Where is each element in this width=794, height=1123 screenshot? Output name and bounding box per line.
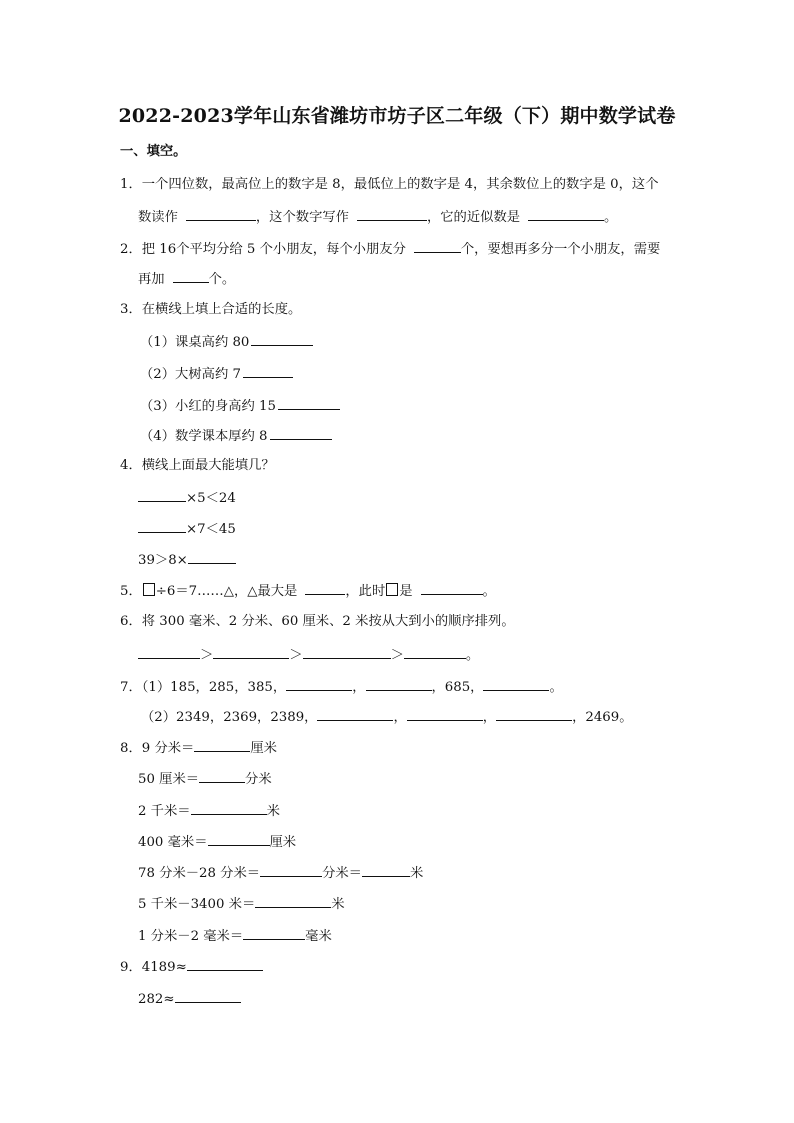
q4-row3-text: 39＞8×: [138, 553, 188, 568]
q3-item3-text: （3）小红的身高约 15: [140, 399, 276, 414]
q2-line1: [120, 238, 660, 260]
q8-row5-text: 78 分米－28 分米＝: [138, 866, 261, 881]
answer-blank[interactable]: [187, 956, 263, 971]
q8-row7-text: 1 分米－2 毫米＝: [138, 929, 244, 944]
q8-row7: [138, 925, 332, 947]
q1-line2: [138, 206, 617, 228]
greater-than-sign: ＞: [289, 648, 303, 663]
answer-blank[interactable]: [404, 644, 466, 659]
answer-blank[interactable]: [303, 644, 391, 659]
q5-text-d: 。: [482, 584, 496, 599]
q2-text-d: 个。: [208, 272, 236, 287]
q6-end-mark: 。: [465, 648, 480, 663]
q6-answer-row: [138, 644, 479, 666]
q5-text-c: 是: [399, 584, 413, 599]
q3-item2-text: （2）大树高约 7: [140, 367, 241, 382]
q8-row6-unit: 米: [331, 897, 345, 912]
q1-text-a: 数读作: [138, 210, 178, 225]
q7-part1-text-b: 685，: [444, 680, 484, 695]
greater-than-sign: ＞: [390, 648, 404, 663]
answer-blank[interactable]: [421, 580, 483, 595]
q7-part2-text: （2）2349，2369，2389，: [141, 710, 318, 725]
q4-row1-text: ×5＜24: [186, 491, 236, 506]
answer-blank[interactable]: [199, 768, 245, 783]
q8-row4-unit: 厘米: [269, 835, 297, 850]
answer-blank[interactable]: [173, 268, 209, 283]
answer-blank[interactable]: [188, 549, 236, 564]
q8-row3-text: 2 千米＝: [138, 804, 191, 819]
q5-number: 5．: [120, 584, 142, 599]
q3-item3: [140, 395, 340, 417]
q7-part1: [120, 676, 563, 698]
q3-item2: [140, 363, 293, 385]
q4-row3: [138, 549, 236, 571]
answer-blank[interactable]: [208, 831, 270, 846]
answer-blank[interactable]: [357, 206, 427, 221]
q1-line1: 1．一个四位数，最高位上的数字是 8，最低位上的数字是 4，其余数位上的数字是 0，这个: [120, 177, 659, 192]
q6-stem: 6．将 300 毫米、2 分米、60 厘米、2 米按从大到小的顺序排列。: [120, 614, 515, 629]
q1-text-d: 。: [604, 210, 618, 225]
q8-row5: [138, 862, 423, 884]
answer-blank[interactable]: [194, 737, 250, 752]
answer-blank[interactable]: [270, 425, 332, 440]
answer-blank[interactable]: [317, 706, 393, 721]
q4-row1: [138, 487, 236, 509]
q4-row2: [138, 518, 236, 540]
answer-blank[interactable]: [213, 644, 289, 659]
answer-blank[interactable]: [191, 800, 267, 815]
answer-blank[interactable]: [407, 706, 483, 721]
q7-part2: [141, 706, 633, 728]
q4-stem: 4．横线上面最大能填几？: [120, 458, 275, 473]
answer-blank[interactable]: [138, 487, 186, 502]
answer-blank[interactable]: [186, 206, 256, 221]
q8-row5-mid: 分米＝: [322, 866, 362, 881]
q2-line2: [138, 268, 235, 290]
q9-row1: [120, 956, 263, 978]
q8-row4: [138, 831, 296, 853]
answer-blank[interactable]: [251, 331, 313, 346]
q5-text-a: ÷6＝7……△，△最大是: [155, 584, 298, 599]
comma: ，: [352, 680, 366, 695]
q8-row3: [138, 800, 280, 822]
q3-item4-text: （4）数学课本厚约 8: [140, 429, 268, 444]
answer-blank[interactable]: [286, 676, 352, 691]
q8-row1-text: 8．9 分米＝: [120, 741, 195, 756]
q8-row1: [120, 737, 277, 759]
square-box-icon: [386, 583, 398, 596]
q8-row1-unit: 厘米: [250, 741, 277, 756]
q8-row2-unit: 分米: [245, 772, 272, 787]
q2-text-b: 个，要想再多分一个小朋友，需要: [460, 242, 661, 257]
section-heading: 一、填空。: [120, 144, 187, 159]
q3-item1-text: （1）课桌高约 80: [140, 335, 250, 350]
answer-blank[interactable]: [483, 676, 549, 691]
q8-row5-unit: 米: [409, 866, 424, 881]
q8-row2-text: 50 厘米＝: [138, 772, 200, 787]
answer-blank[interactable]: [278, 395, 340, 410]
q7-part1-text: 7．（1）185，285，385，: [120, 680, 287, 695]
comma: ，: [393, 710, 407, 725]
q3-item4: [140, 425, 332, 447]
q9-row2-text: 282≈: [138, 992, 175, 1007]
q9-row1-text: 9．4189≈: [120, 960, 187, 975]
answer-blank[interactable]: [175, 988, 241, 1003]
q3-item1: [140, 331, 313, 353]
page-title: 2022-2023学年山东省潍坊市坊子区二年级（下）期中数学试卷: [118, 105, 676, 127]
q5-line: [120, 580, 496, 602]
answer-blank[interactable]: [305, 580, 345, 595]
answer-blank[interactable]: [243, 363, 293, 378]
q5-text-b: ，此时: [345, 584, 386, 599]
q1-text-c: ，它的近似数是: [426, 210, 521, 225]
q7-part1-end: 。: [549, 680, 563, 695]
greater-than-sign: ＞: [200, 648, 214, 663]
comma: ，: [482, 710, 497, 725]
answer-blank[interactable]: [528, 206, 604, 221]
answer-blank[interactable]: [243, 925, 305, 940]
answer-blank[interactable]: [260, 862, 322, 877]
q2-text-c: 再加: [138, 272, 165, 287]
answer-blank[interactable]: [255, 893, 331, 908]
q2-text-a: 2．把 16个平均分给 5 个小朋友，每个小朋友分: [120, 242, 406, 257]
q1-text-b: ，这个数字写作: [255, 210, 349, 225]
q7-part2-end: ，2469。: [572, 710, 633, 725]
comma: ，: [431, 680, 445, 695]
q8-row7-unit: 毫米: [305, 929, 332, 944]
q4-row2-text: ×7＜45: [186, 522, 236, 537]
square-box-icon: [143, 583, 155, 596]
q8-row4-text: 400 毫米＝: [138, 835, 208, 850]
q9-row2: [138, 988, 241, 1010]
q8-row6-text: 5 千米－3400 米＝: [138, 897, 256, 912]
q8-row3-unit: 米: [266, 804, 280, 819]
answer-blank[interactable]: [366, 676, 432, 691]
answer-blank[interactable]: [496, 706, 572, 721]
answer-blank[interactable]: [138, 644, 200, 659]
q8-row6: [138, 893, 345, 915]
answer-blank[interactable]: [414, 238, 461, 253]
q3-stem: 3．在横线上填上合适的长度。: [120, 302, 302, 317]
answer-blank[interactable]: [362, 862, 410, 877]
q8-row2: [138, 768, 272, 790]
answer-blank[interactable]: [138, 518, 186, 533]
